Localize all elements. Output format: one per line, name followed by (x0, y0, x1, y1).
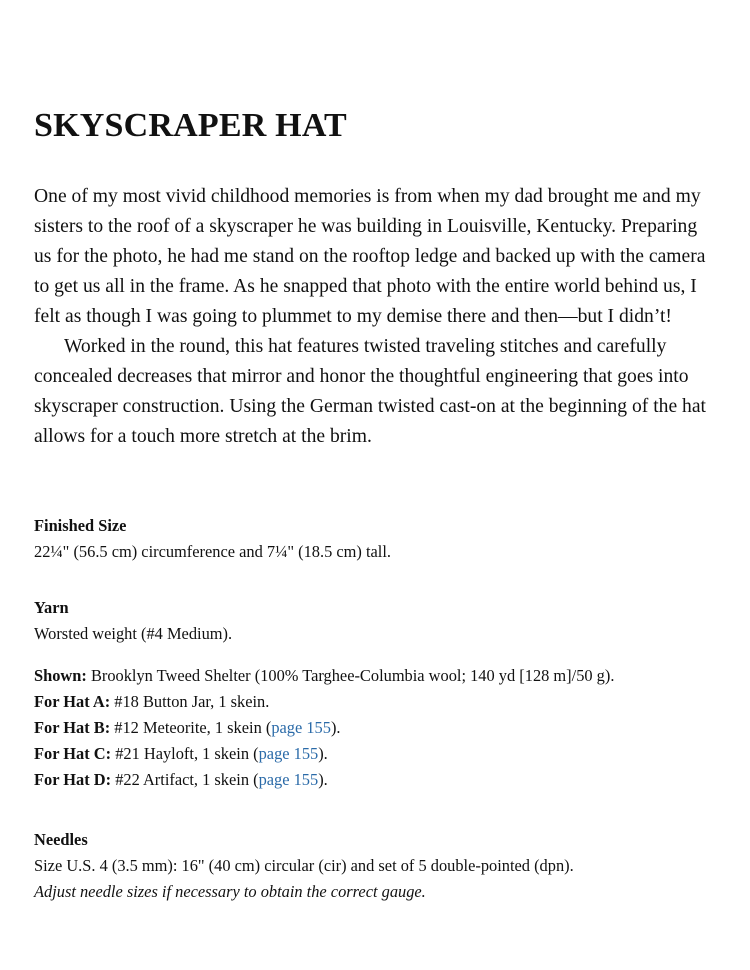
yarn-weight-text: Worsted weight (#4 Medium). (34, 624, 233, 643)
hat-c-suffix: ). (318, 744, 328, 763)
hat-d-label: For Hat D: (34, 770, 112, 789)
hat-d-page-link[interactable]: page 155 (258, 770, 319, 789)
hat-b-line (34, 715, 724, 741)
intro-paragraph-2: Worked in the round, this hat features twisted traveling stitches and carefully concealed decreases that mirror and honor the thoughtful engineering that goes into skyscraper construction. Using the German twisted cast-on at the beginning of the hat allows for a touch more stretch at the brim. (34, 336, 706, 447)
hat-b-suffix: ). (330, 718, 341, 737)
hat-d-suffix: ). (318, 770, 328, 789)
page-title: SKYSCRAPER HAT (34, 107, 347, 144)
yarn-shown-label: Shown: (34, 666, 87, 685)
yarn-shown-line (34, 663, 724, 689)
needles-section (34, 827, 724, 905)
hat-c-page-link[interactable]: page 155 (258, 744, 319, 763)
hat-c-text: #21 Hayloft, 1 skein ( (111, 744, 259, 763)
finished-size-text: 22¼" (56.5 cm) circumference and 7¼" (18.5 cm) tall. (34, 542, 392, 561)
needles-heading: Needles (34, 830, 88, 849)
yarn-shown-section (34, 663, 724, 793)
hat-a-label: For Hat A: (34, 692, 111, 711)
hat-b-page-link[interactable]: page 155 (271, 718, 331, 737)
hat-a-line (34, 689, 724, 715)
hat-a-text: #18 Button Jar, 1 skein. (110, 692, 270, 711)
needles-note: Adjust needle sizes if necessary to obtain the correct gauge. (34, 882, 426, 901)
hat-d-text: #22 Artifact, 1 skein ( (111, 770, 259, 789)
yarn-heading: Yarn (34, 598, 69, 617)
hat-c-label: For Hat C: (34, 744, 112, 763)
needles-text: Size U.S. 4 (3.5 mm): 16" (40 cm) circular (cir) and set of 5 double-pointed (dpn). (34, 856, 574, 875)
yarn-section (34, 595, 724, 647)
hat-b-label: For Hat B: (34, 718, 111, 737)
hat-c-line (34, 741, 724, 767)
hat-b-text: #12 Meteorite, 1 skein ( (110, 718, 272, 737)
yarn-shown-text: Brooklyn Tweed Shelter (100% Targhee-Columbia wool; 140 yd [128 m]/50 g). (86, 666, 615, 685)
hat-d-line (34, 767, 724, 793)
finished-size-section (34, 513, 724, 565)
finished-size-heading: Finished Size (34, 516, 127, 535)
intro-paragraph-1: One of my most vivid childhood memories is from when my dad brought me and my sisters to the roof of a skyscraper he was building in Louisville, Kentucky. Preparing us for the photo, he had me stand on the rooftop ledge and backed up with the camera to get us all in the frame. As he snapped that photo with the entire world behind us, I felt as though I was going to plummet to my demise there and then—but I didn’t! (34, 186, 706, 327)
intro-text (34, 182, 718, 452)
